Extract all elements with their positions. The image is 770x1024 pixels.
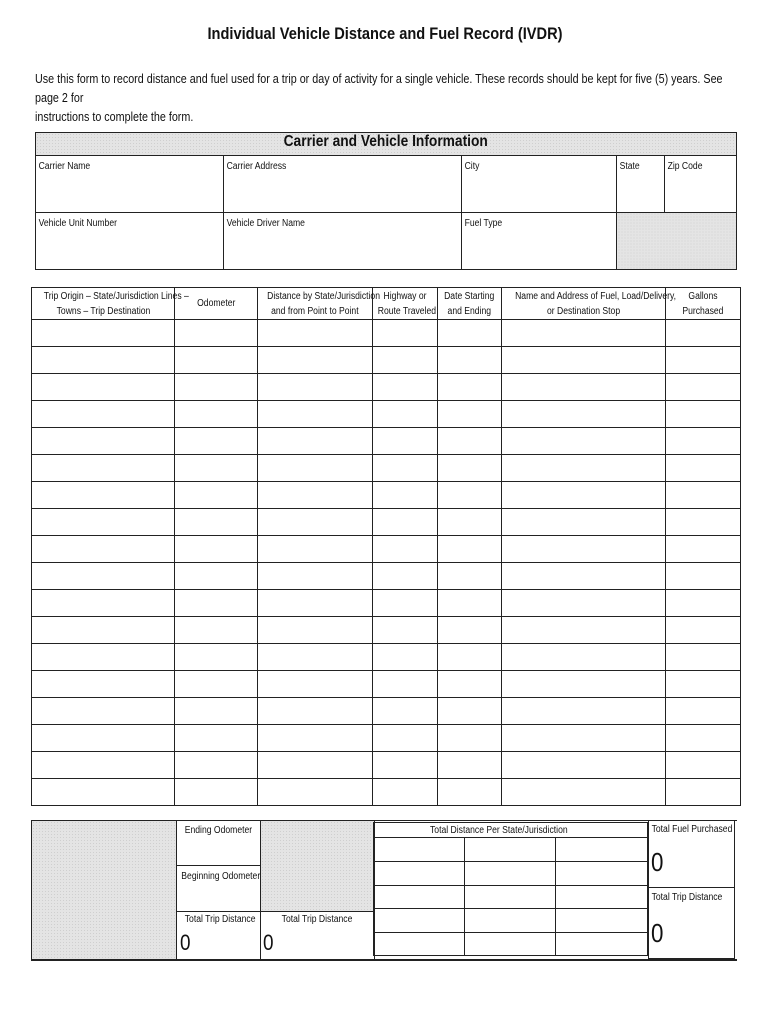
trip-cell-highway[interactable] <box>373 671 438 698</box>
col-highway: Highway or Route Traveled <box>373 288 438 320</box>
trip-cell-date[interactable] <box>438 482 502 509</box>
trip-cell-odometer[interactable] <box>175 779 258 806</box>
trip-cell-stop-name[interactable] <box>502 617 666 644</box>
trip-cell-highway[interactable] <box>373 644 438 671</box>
trip-cell-gallons[interactable] <box>666 590 741 617</box>
trip-cell-odometer[interactable] <box>175 482 258 509</box>
trip-cell-date[interactable] <box>438 752 502 779</box>
trip-cell-origin[interactable] <box>32 536 175 563</box>
trip-cell-gallons[interactable] <box>666 401 741 428</box>
trip-cell-date[interactable] <box>438 779 502 806</box>
trip-cell-gallons[interactable] <box>666 725 741 752</box>
col-distance: Distance by State/Jurisdiction and from Point to Point <box>258 288 373 320</box>
trip-cell-highway[interactable] <box>373 752 438 779</box>
per-state-row <box>374 838 648 862</box>
trip-cell-gallons[interactable] <box>666 347 741 374</box>
trip-cell-origin[interactable] <box>32 617 175 644</box>
trip-cell-distance[interactable] <box>258 617 373 644</box>
trip-cell-gallons[interactable] <box>666 779 741 806</box>
trip-cell-date[interactable] <box>438 347 502 374</box>
trip-cell-origin[interactable] <box>32 563 175 590</box>
trip-cell-distance[interactable] <box>258 347 373 374</box>
trip-cell-date[interactable] <box>438 401 502 428</box>
trip-cell-origin[interactable] <box>32 455 175 482</box>
per-state-cell[interactable] <box>374 886 465 909</box>
total-distance-box[interactable]: Total Trip Distance 0 <box>648 887 735 959</box>
trip-cell-odometer[interactable] <box>175 509 258 536</box>
fuel-type-field[interactable]: Fuel Type <box>461 212 616 269</box>
trip-cell-stop-name[interactable] <box>502 347 666 374</box>
trip-row <box>32 617 741 644</box>
trip-cell-date[interactable] <box>438 563 502 590</box>
per-state-cell[interactable] <box>465 886 556 909</box>
per-state-cell[interactable] <box>465 933 556 956</box>
trip-cell-stop-name[interactable] <box>502 563 666 590</box>
col-gallons: Gallons Purchased <box>666 288 741 320</box>
trip-cell-origin[interactable] <box>32 698 175 725</box>
trip-cell-odometer[interactable] <box>175 320 258 347</box>
per-state-cell[interactable] <box>556 862 648 886</box>
trip-cell-stop-name[interactable] <box>502 509 666 536</box>
trip-cell-highway[interactable] <box>373 455 438 482</box>
trip-cell-odometer[interactable] <box>175 671 258 698</box>
trip-cell-origin[interactable] <box>32 374 175 401</box>
trip-cell-origin[interactable] <box>32 590 175 617</box>
beginning-odometer-field[interactable]: Beginning Odometer <box>177 866 260 912</box>
trip-cell-odometer[interactable] <box>175 347 258 374</box>
per-state-cell[interactable] <box>556 933 648 956</box>
trip-cell-odometer[interactable] <box>175 401 258 428</box>
trip-distance-a-value: 0 <box>180 930 191 955</box>
trip-cell-stop-name[interactable] <box>502 455 666 482</box>
trip-cell-odometer[interactable] <box>175 698 258 725</box>
trip-row <box>32 590 741 617</box>
trip-cell-distance[interactable] <box>258 482 373 509</box>
trip-cell-distance[interactable] <box>258 725 373 752</box>
trip-cell-origin[interactable] <box>32 725 175 752</box>
trip-cell-origin[interactable] <box>32 320 175 347</box>
trip-cell-stop-name[interactable] <box>502 725 666 752</box>
shaded-cell <box>617 212 736 269</box>
trip-cell-stop-name[interactable] <box>502 698 666 725</box>
summary-shaded-middle <box>261 821 374 912</box>
trip-cell-odometer[interactable] <box>175 374 258 401</box>
per-state-cell[interactable] <box>374 862 465 886</box>
trip-cell-stop-name[interactable] <box>502 590 666 617</box>
carrier-info-section <box>35 132 737 270</box>
ending-odometer-field[interactable]: Ending Odometer <box>177 821 260 866</box>
trip-cell-highway[interactable] <box>373 347 438 374</box>
trip-cell-highway[interactable] <box>373 482 438 509</box>
trip-row <box>32 752 741 779</box>
trip-cell-stop-name[interactable] <box>502 536 666 563</box>
trip-cell-odometer[interactable] <box>175 590 258 617</box>
trip-cell-distance[interactable] <box>258 590 373 617</box>
trip-cell-highway[interactable] <box>373 428 438 455</box>
trip-row <box>32 509 741 536</box>
intro-line-2: instructions to complete the form. <box>35 110 194 124</box>
trip-cell-highway[interactable] <box>373 725 438 752</box>
trip-distance-b-value: 0 <box>263 930 274 955</box>
trip-row <box>32 347 741 374</box>
trip-cell-date[interactable] <box>438 374 502 401</box>
trip-cell-highway[interactable] <box>373 698 438 725</box>
per-state-row <box>374 933 648 956</box>
trip-cell-gallons[interactable] <box>666 428 741 455</box>
trip-cell-gallons[interactable] <box>666 644 741 671</box>
per-state-table <box>373 822 648 956</box>
trip-cell-gallons[interactable] <box>666 320 741 347</box>
trip-cell-gallons[interactable] <box>666 752 741 779</box>
per-state-cell[interactable] <box>556 909 648 933</box>
trip-cell-distance[interactable] <box>258 320 373 347</box>
trip-cell-origin[interactable] <box>32 779 175 806</box>
trip-cell-gallons[interactable] <box>666 536 741 563</box>
trip-cell-stop-name[interactable] <box>502 752 666 779</box>
per-state-header: Total Distance Per State/Jurisdiction <box>374 823 648 838</box>
zip-field[interactable]: Zip Code <box>665 156 736 212</box>
trip-cell-odometer[interactable] <box>175 725 258 752</box>
per-state-row <box>374 886 648 909</box>
trip-cell-date[interactable] <box>438 671 502 698</box>
trip-cell-distance[interactable] <box>258 752 373 779</box>
trip-cell-gallons[interactable] <box>666 482 741 509</box>
odometer-column <box>177 821 260 959</box>
per-state-cell[interactable] <box>465 862 556 886</box>
trip-cell-distance[interactable] <box>258 779 373 806</box>
trip-row <box>32 563 741 590</box>
trip-cell-highway[interactable] <box>373 536 438 563</box>
trip-cell-odometer[interactable] <box>175 536 258 563</box>
trip-cell-gallons[interactable] <box>666 671 741 698</box>
trip-cell-distance[interactable] <box>258 401 373 428</box>
col-stop-name: Name and Address of Fuel, Load/Delivery, or Destination Stop <box>502 288 666 320</box>
trip-cell-distance[interactable] <box>258 563 373 590</box>
trip-cell-odometer[interactable] <box>175 644 258 671</box>
trip-row <box>32 698 741 725</box>
trip-row <box>32 401 741 428</box>
trip-cell-date[interactable] <box>438 455 502 482</box>
trip-row <box>32 455 741 482</box>
trip-cell-distance[interactable] <box>258 428 373 455</box>
trip-row <box>32 428 741 455</box>
trip-cell-distance[interactable] <box>258 536 373 563</box>
per-state-cell[interactable] <box>465 909 556 933</box>
trip-cell-origin[interactable] <box>32 644 175 671</box>
trip-cell-highway[interactable] <box>373 617 438 644</box>
trip-cell-stop-name[interactable] <box>502 644 666 671</box>
per-state-cell[interactable] <box>374 933 465 956</box>
trip-row <box>32 725 741 752</box>
trip-cell-gallons[interactable] <box>666 455 741 482</box>
trip-cell-highway[interactable] <box>373 374 438 401</box>
trip-distance-a-field[interactable]: Total Trip Distance 0 <box>180 914 256 955</box>
carrier-info-header: Carrier and Vehicle Information <box>36 133 736 156</box>
per-state-row <box>374 862 648 886</box>
carrier-info-table <box>36 156 736 269</box>
trip-cell-highway[interactable] <box>373 401 438 428</box>
trip-cell-odometer[interactable] <box>175 752 258 779</box>
trip-row <box>32 374 741 401</box>
trip-cell-highway[interactable] <box>373 563 438 590</box>
total-fuel-value: 0 <box>651 847 664 877</box>
trip-cell-gallons[interactable] <box>666 374 741 401</box>
per-state-cell[interactable] <box>465 838 556 862</box>
city-field[interactable]: City <box>461 156 616 212</box>
per-state-cell[interactable] <box>374 909 465 933</box>
trip-cell-date[interactable] <box>438 617 502 644</box>
trip-cell-origin[interactable] <box>32 752 175 779</box>
trip-cell-gallons[interactable] <box>666 617 741 644</box>
trip-cell-date[interactable] <box>438 725 502 752</box>
trip-cell-distance[interactable] <box>258 509 373 536</box>
trip-cell-origin[interactable] <box>32 428 175 455</box>
trip-cell-distance[interactable] <box>258 455 373 482</box>
trip-cell-date[interactable] <box>438 320 502 347</box>
trip-cell-date[interactable] <box>438 428 502 455</box>
per-state-row <box>374 909 648 933</box>
trip-row <box>32 779 741 806</box>
trip-cell-date[interactable] <box>438 536 502 563</box>
trip-cell-highway[interactable] <box>373 590 438 617</box>
trip-cell-stop-name[interactable] <box>502 401 666 428</box>
page-title: Individual Vehicle Distance and Fuel Record (IVDR) <box>207 24 563 43</box>
trip-cell-origin[interactable] <box>32 482 175 509</box>
trip-cell-distance[interactable] <box>258 671 373 698</box>
trip-cell-odometer[interactable] <box>175 455 258 482</box>
vehicle-unit-field[interactable]: Vehicle Unit Number <box>36 212 224 269</box>
trip-row <box>32 644 741 671</box>
total-distance-value: 0 <box>651 918 664 948</box>
trip-cell-highway[interactable] <box>373 779 438 806</box>
trip-cell-odometer[interactable] <box>175 563 258 590</box>
trip-cell-gallons[interactable] <box>666 509 741 536</box>
trip-cell-distance[interactable] <box>258 698 373 725</box>
trip-cell-stop-name[interactable] <box>502 374 666 401</box>
col-date: Date Starting and Ending <box>438 288 502 320</box>
trip-row <box>32 671 741 698</box>
trip-cell-odometer[interactable] <box>175 617 258 644</box>
trip-cell-stop-name[interactable] <box>502 428 666 455</box>
trip-cell-highway[interactable] <box>373 509 438 536</box>
trip-cell-date[interactable] <box>438 509 502 536</box>
summary-shaded-left <box>32 821 177 959</box>
trip-cell-highway[interactable] <box>373 320 438 347</box>
trip-cell-gallons[interactable] <box>666 698 741 725</box>
trip-cell-stop-name[interactable] <box>502 482 666 509</box>
trip-cell-date[interactable] <box>438 590 502 617</box>
col-odometer: Odometer <box>175 288 258 320</box>
driver-name-field[interactable]: Vehicle Driver Name <box>224 212 462 269</box>
trip-row <box>32 482 741 509</box>
trip-cell-stop-name[interactable] <box>502 671 666 698</box>
trip-distance-b-field[interactable]: Total Trip Distance 0 <box>263 914 353 955</box>
trip-cell-stop-name[interactable] <box>502 320 666 347</box>
trip-cell-distance[interactable] <box>258 644 373 671</box>
trip-cell-odometer[interactable] <box>175 428 258 455</box>
col-trip-origin: Trip Origin – State/Jurisdiction Lines – Towns – Trip Destination <box>32 288 175 320</box>
trip-cell-origin[interactable] <box>32 509 175 536</box>
carrier-name-field[interactable]: Carrier Name <box>36 156 224 212</box>
carrier-address-field[interactable]: Carrier Address <box>224 156 462 212</box>
trip-cell-origin[interactable] <box>32 671 175 698</box>
per-state-cell[interactable] <box>556 886 648 909</box>
trip-cell-date[interactable] <box>438 644 502 671</box>
trip-cell-distance[interactable] <box>258 374 373 401</box>
per-state-cell[interactable] <box>556 838 648 862</box>
trip-header-row <box>32 288 741 320</box>
state-field[interactable]: State <box>617 156 665 212</box>
trip-cell-origin[interactable] <box>32 347 175 374</box>
trip-cell-stop-name[interactable] <box>502 779 666 806</box>
per-state-cell[interactable] <box>374 838 465 862</box>
intro-text <box>35 70 732 127</box>
middle-column <box>260 821 375 959</box>
trip-row <box>32 536 741 563</box>
trip-row <box>32 320 741 347</box>
trip-cell-origin[interactable] <box>32 401 175 428</box>
trip-cell-date[interactable] <box>438 698 502 725</box>
intro-line-1: Use this form to record distance and fuel used for a trip or day of activity for a single vehicle. These records should be kept for five (5) years. See page 2 for <box>35 72 723 105</box>
total-fuel-box[interactable]: Total Fuel Purchased 0 <box>648 820 735 888</box>
trip-table <box>31 287 741 806</box>
trip-cell-gallons[interactable] <box>666 563 741 590</box>
